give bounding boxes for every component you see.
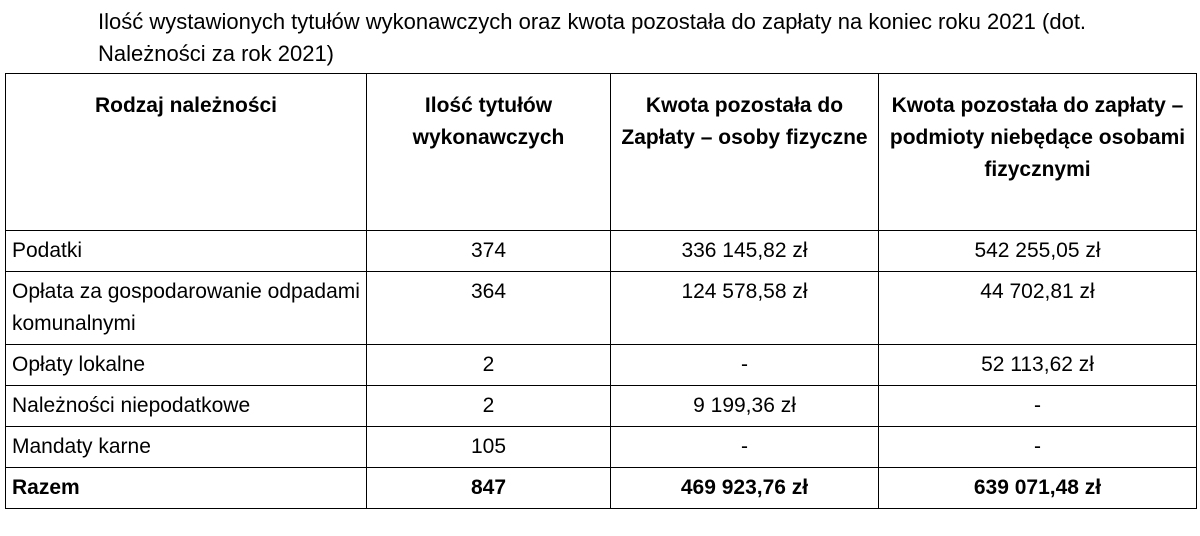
- row-amount-individuals: 124 578,58 zł: [611, 272, 879, 345]
- total-row: [6, 468, 1197, 509]
- row-amount-individuals: -: [611, 427, 879, 468]
- table-row: [6, 345, 1197, 386]
- table-row: [6, 386, 1197, 427]
- receivables-table: [5, 73, 1197, 509]
- row-type: Należności niepodatkowe: [6, 386, 367, 427]
- header-amount-individuals: Kwota pozostała do Zapłaty – osoby fizyczne: [611, 74, 879, 231]
- table-caption: Ilość wystawionych tytułów wykonawczych oraz kwota pozostała do zapłaty na koniec roku 2021 (dot. Należności za rok 2021): [98, 9, 1087, 66]
- row-count: 2: [367, 386, 611, 427]
- row-type: Opłata za gospodarowanie odpadami komunalnymi: [6, 272, 367, 345]
- table-row: [6, 427, 1197, 468]
- row-amount-entities: 52 113,62 zł: [879, 345, 1197, 386]
- total-count: 847: [367, 468, 611, 509]
- row-amount-individuals: -: [611, 345, 879, 386]
- row-type: Podatki: [6, 231, 367, 272]
- row-amount-entities: -: [879, 427, 1197, 468]
- row-count: 364: [367, 272, 611, 345]
- header-titles-count: Ilość tytułów wykonawczych: [367, 74, 611, 231]
- row-count: 105: [367, 427, 611, 468]
- row-count: 2: [367, 345, 611, 386]
- row-amount-entities: 44 702,81 zł: [879, 272, 1197, 345]
- table-row: [6, 231, 1197, 272]
- row-type: Opłaty lokalne: [6, 345, 367, 386]
- row-amount-individuals: 9 199,36 zł: [611, 386, 879, 427]
- total-label: Razem: [6, 468, 367, 509]
- row-amount-individuals: 336 145,82 zł: [611, 231, 879, 272]
- table-row: [6, 272, 1197, 345]
- header-amount-entities: Kwota pozostała do zapłaty – podmioty niebędące osobami fizycznymi: [879, 74, 1197, 231]
- header-receivable-type: Rodzaj należności: [6, 74, 367, 231]
- row-amount-entities: -: [879, 386, 1197, 427]
- total-amount-entities: 639 071,48 zł: [879, 468, 1197, 509]
- total-amount-individuals: 469 923,76 zł: [611, 468, 879, 509]
- table-header-row: [6, 74, 1197, 231]
- row-count: 374: [367, 231, 611, 272]
- row-amount-entities: 542 255,05 zł: [879, 231, 1197, 272]
- row-type: Mandaty karne: [6, 427, 367, 468]
